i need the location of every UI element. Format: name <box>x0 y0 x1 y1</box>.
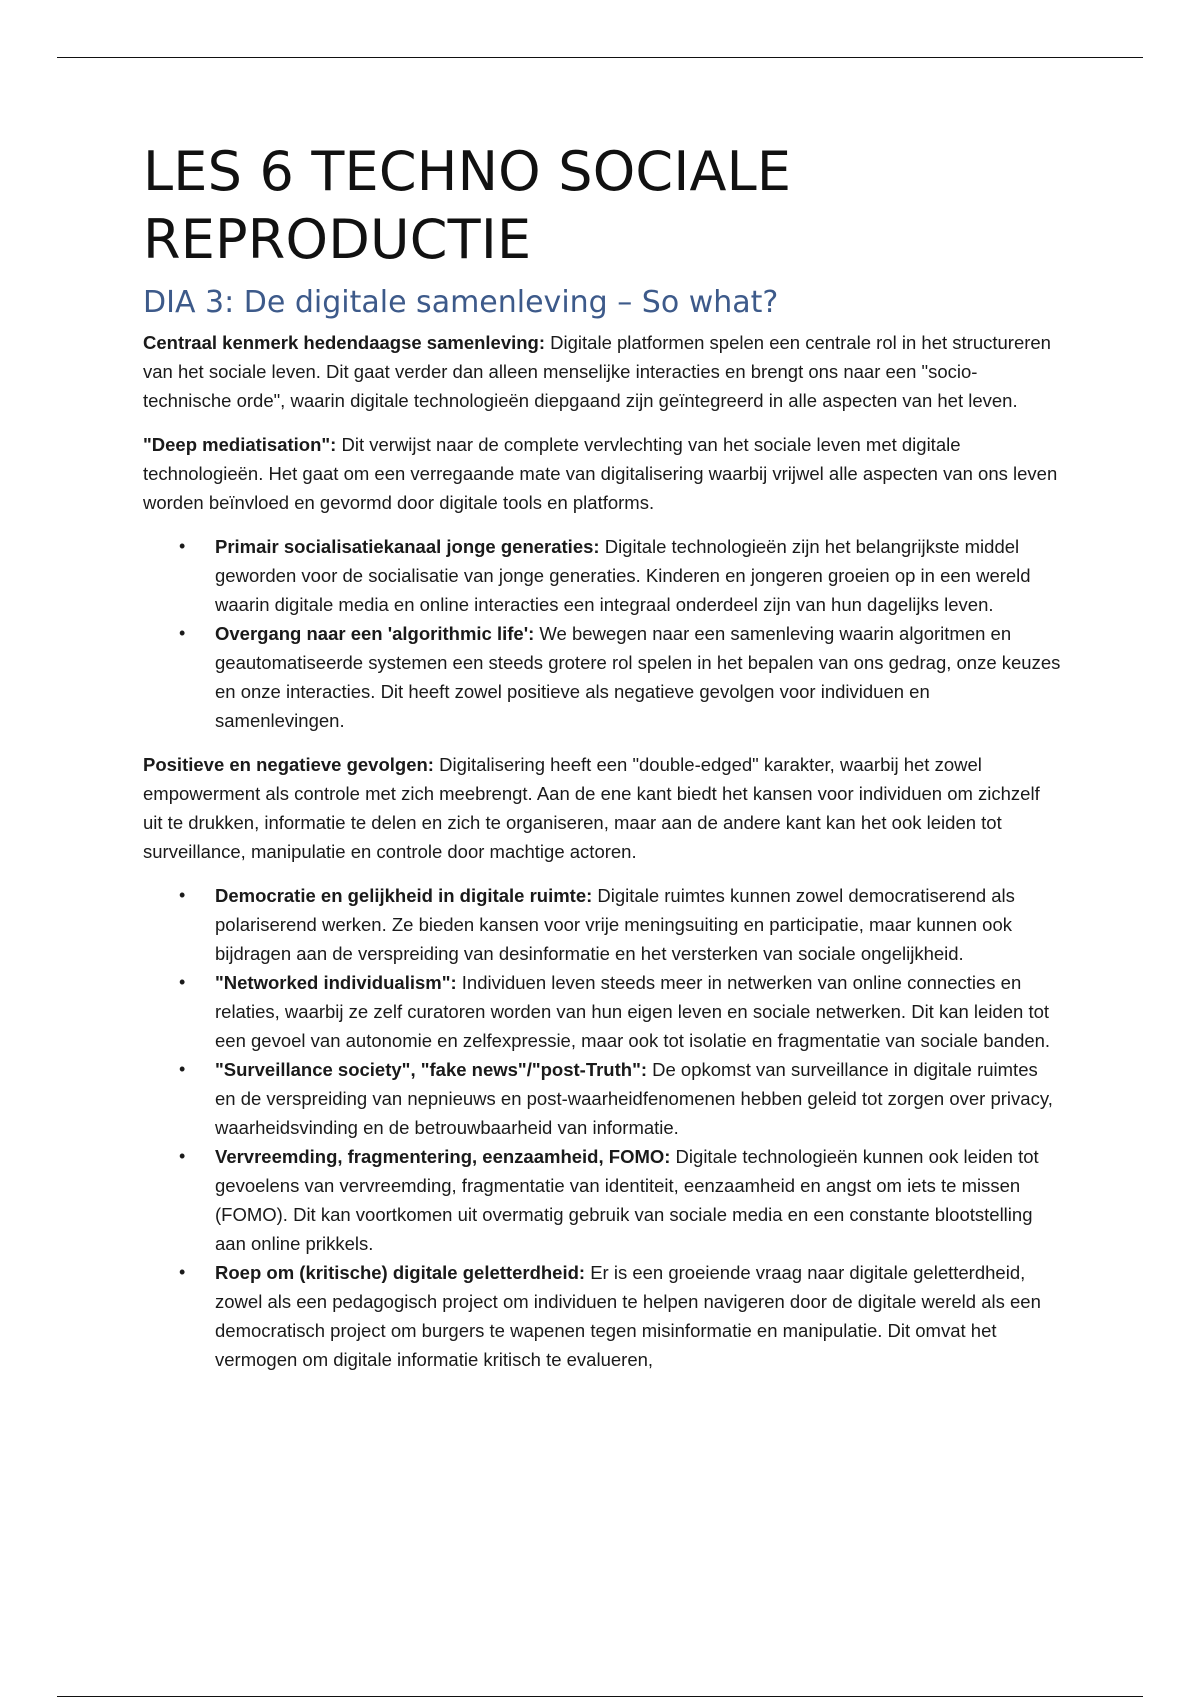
bullet-icon: • <box>179 1059 186 1079</box>
paragraph-text: Dit verwijst naar de complete vervlechting van het sociale leven met digitale technologieën. Het gaat om een verregaande mate van digitalisering waarbij vrijwel alle aspecten van ons leven worden beïnvloed en gevormd door digitale tools en platforms. <box>143 434 1058 513</box>
paragraph-gevolgen <box>143 750 1063 866</box>
list-item-text: De opkomst van surveillance in digitale ruimtes en de verspreiding van nepnieuws en post-waarheidfenomenen hebben geleid tot zorgen over privacy, waarheidsvinding en de betrouwbaarheid van informatie. <box>215 1059 1053 1138</box>
paragraph-lead: Positieve en negatieve gevolgen: <box>143 754 434 775</box>
list-item-text: Digitale technologieën zijn het belangrijkste middel geworden voor de socialisatie van jonge generaties. Kinderen en jongeren groeien op in een wereld waarin digitale media en online interacties een integraal onderdeel zijn van hun dagelijks leven. <box>215 536 1031 615</box>
top-rule <box>57 57 1143 58</box>
list-item-lead: "Surveillance society", "fake news"/"post-Truth": <box>215 1059 647 1080</box>
list-item-lead: Overgang naar een 'algorithmic life': <box>215 623 535 644</box>
document-title: LES 6 TECHNO SOCIALE REPRODUCTIE <box>143 140 792 271</box>
paragraph-lead: "Deep mediatisation": <box>143 434 337 455</box>
bullet-icon: • <box>179 623 186 643</box>
bullet-icon: • <box>179 885 186 905</box>
list-item-text: Er is een groeiende vraag naar digitale geletterdheid, zowel als een pedagogisch project om individuen te helpen navigeren door de digitale wereld als een democratisch project om burgers te wapenen tegen misinformatie en manipulatie. Dit omvat het vermogen om digitale informatie kritisch te evalueren, <box>215 1262 1041 1370</box>
bullet-icon: • <box>179 1146 186 1166</box>
list-item <box>179 1258 1063 1374</box>
list-item-lead: Roep om (kritische) digitale geletterdheid: <box>215 1262 586 1283</box>
list-item-lead: Democratie en gelijkheid in digitale ruimte: <box>215 885 593 906</box>
bullet-icon: • <box>179 1262 186 1282</box>
list-item <box>179 1142 1063 1258</box>
document-body <box>143 138 1063 1389</box>
bullet-list-deep-mediatisation <box>143 532 1063 735</box>
list-item <box>179 1055 1063 1142</box>
list-item <box>179 619 1063 735</box>
list-item-lead: "Networked individualism": <box>215 972 457 993</box>
list-item-text: Individuen leven steeds meer in netwerken van online connecties en relaties, waarbij ze zelf curatoren worden van hun eigen leven en sociale netwerken. Dit kan leiden tot een gevoel van autonomie en zelfexpressie, maar ook tot isolatie en fragmentatie van sociale banden. <box>215 972 1051 1051</box>
bottom-rule <box>57 1696 1143 1697</box>
list-item-text: Digitale technologieën kunnen ook leiden tot gevoelens van vervreemding, fragmentatie van identiteit, eenzaamheid en angst om iets te missen (FOMO). Dit kan voortkomen uit overmatig gebruik van sociale media en een constante blootstelling aan online prikkels. <box>215 1146 1039 1254</box>
list-item <box>179 968 1063 1055</box>
bullet-icon: • <box>179 536 186 556</box>
list-item-text: Digitale ruimtes kunnen zowel democratiserend als polariserend werken. Ze bieden kansen voor vrije meningsuiting en participatie, maar kunnen ook bijdragen aan de verspreiding van desinformatie en het versterken van sociale ongelijkheid. <box>215 885 1015 964</box>
list-item <box>179 532 1063 619</box>
paragraph-text: Digitale platformen spelen een centrale rol in het structureren van het sociale leven. Dit gaat verder dan alleen menselijke interacties en brengt ons naar een "socio-technische orde", waarin digitale technologieën diepgaand zijn geïntegreerd in alle aspecten van het leven. <box>143 332 1051 411</box>
list-item-text: We bewegen naar een samenleving waarin algoritmen en geautomatiseerde systemen een steeds grotere rol spelen in het bepalen van ons gedrag, onze keuzes en onze interacties. Dit heeft zowel positieve als negatieve gevolgen voor individuen en samenlevingen. <box>215 623 1061 731</box>
section-heading: DIA 3: De digitale samenleving – So what? <box>143 285 779 320</box>
list-item-lead: Primair socialisatiekanaal jonge generaties: <box>215 536 600 557</box>
paragraph-text: Digitalisering heeft een "double-edged" karakter, waarbij het zowel empowerment als controle met zich meebrengt. Aan de ene kant biedt het kansen voor individuen om zichzelf uit te drukken, informatie te delen en zich te organiseren, maar aan de andere kant kan het ook leiden tot surveillance, manipulatie en controle door machtige actoren. <box>143 754 1040 862</box>
paragraph-deep-mediatisation <box>143 430 1063 517</box>
paragraph-lead: Centraal kenmerk hedendaagse samenleving: <box>143 332 546 353</box>
bullet-icon: • <box>179 972 186 992</box>
paragraph-centraal-kenmerk <box>143 328 1063 415</box>
list-item <box>179 881 1063 968</box>
list-item-lead: Vervreemding, fragmentering, eenzaamheid, FOMO: <box>215 1146 671 1167</box>
bullet-list-gevolgen <box>143 881 1063 1374</box>
